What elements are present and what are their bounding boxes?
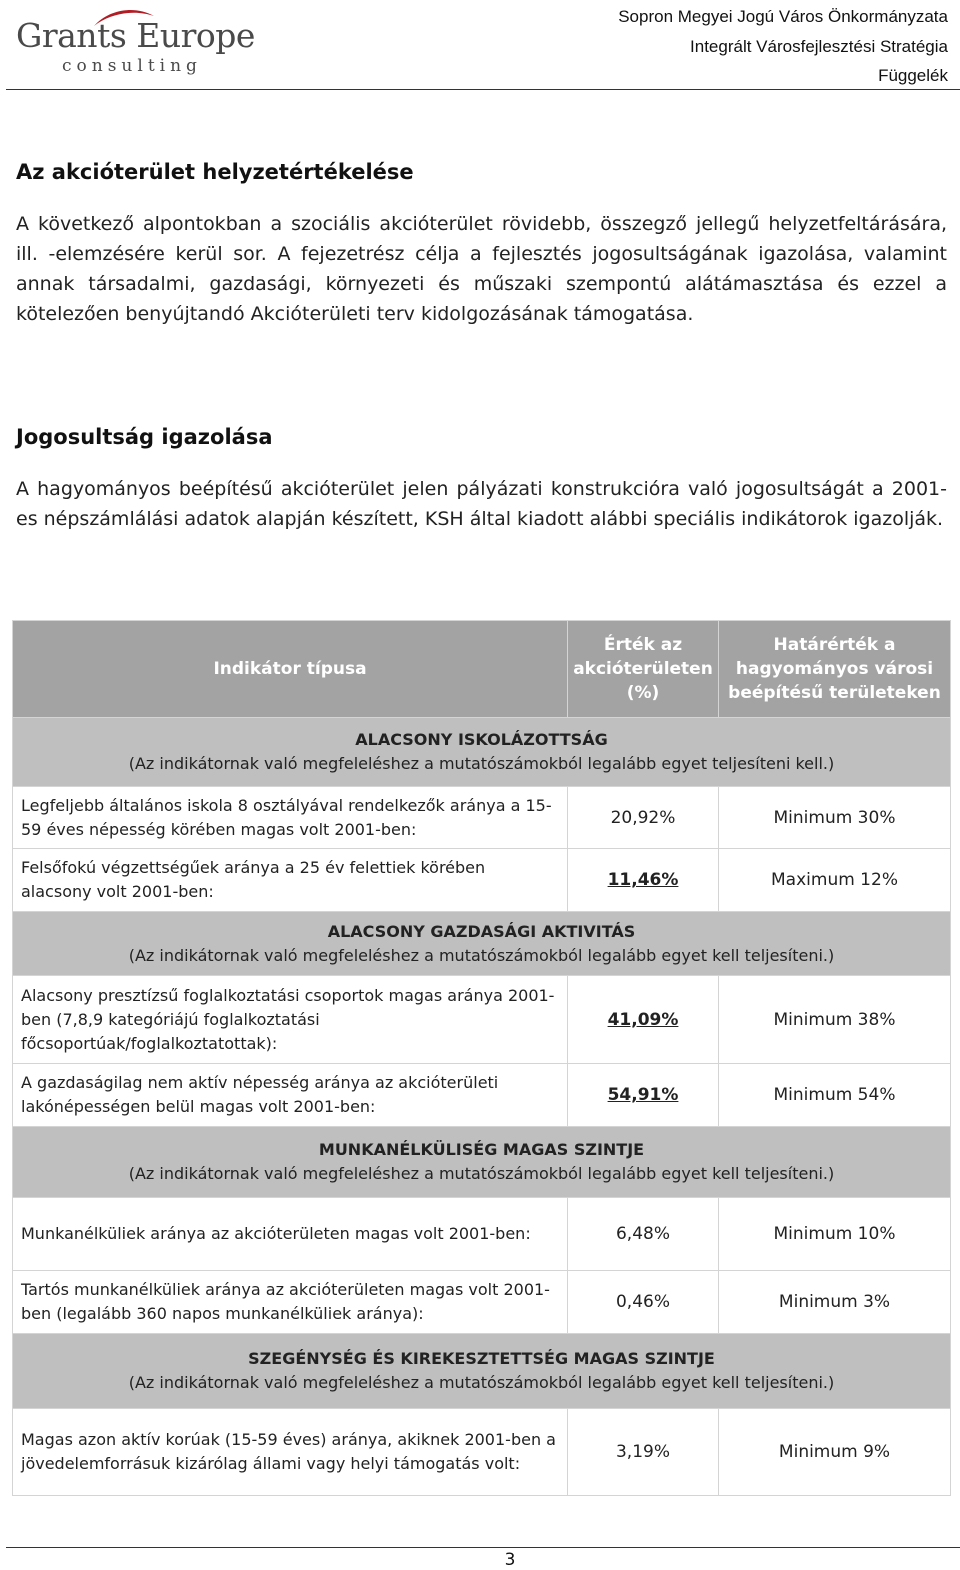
section-title: Jogosultság igazolása — [16, 425, 273, 449]
group-note: (Az indikátornak való megfeleléshez a mutatószámokból legalább egyet kell teljesíteni.) — [128, 1164, 835, 1183]
header-value: Érték az akcióterületen (%) — [568, 621, 719, 718]
page-number: 3 — [504, 1550, 516, 1570]
grants-europe-logo — [16, 6, 255, 76]
table-row — [13, 976, 951, 1064]
document-header — [618, 2, 948, 91]
indicator-value: 6,48% — [568, 1198, 719, 1271]
indicator-value: 41,09% — [568, 976, 719, 1064]
group-title: MUNKANÉLKÜLISÉG MAGAS SZINTJE — [318, 1140, 645, 1159]
indicator-label: Felsőfokú végzettségűek aránya a 25 év felettiek körében alacsony volt 2001-ben: — [13, 849, 568, 912]
section-eligibility — [16, 425, 947, 534]
group-header-row — [13, 1127, 951, 1198]
header-appendix: Függelék — [878, 66, 948, 85]
indicator-threshold: Minimum 54% — [719, 1064, 951, 1127]
logo-wordmark: Grants Europe — [16, 16, 255, 55]
indicator-label: Alacsony presztízsű foglalkoztatási csoportok magas aránya 2001-ben (7,8,9 kategóriájú foglalkoztatási főcsoportúak/foglalkoztatottak): — [13, 976, 568, 1064]
section-paragraph: A következő alpontokban a szociális akcióterület rövidebb, összegző jellegű helyzetfeltárására, ill. -elemzésére kerül sor. A fejezetrész célja a fejlesztés jogosultságának igazolása, valamint annak társadalmi, gazdasági, környezeti és műszaki szempontú alátámasztása és ezzel a kötelezően benyújtandó Akcióterületi terv kidolgozásának támogatása. — [16, 213, 947, 325]
table-row — [13, 1409, 951, 1496]
section-paragraph: A hagyományos beépítésű akcióterület jelen pályázati konstrukcióra való jogosultságát a 2001-es népszámlálási adatok alapján készített, KSH által kiadott alábbi speciális indikátorok igazolják. — [16, 478, 947, 530]
table-row — [13, 787, 951, 849]
header-divider — [6, 89, 960, 90]
indicator-threshold: Minimum 9% — [719, 1409, 951, 1496]
indicator-label: Munkanélküliek aránya az akcióterületen magas volt 2001-ben: — [13, 1198, 568, 1271]
indicator-table — [12, 620, 951, 1496]
header-strategy: Integrált Városfejlesztési Stratégia — [690, 36, 948, 56]
indicator-threshold: Minimum 30% — [719, 787, 951, 849]
table-row — [13, 1271, 951, 1334]
group-header-row — [13, 718, 951, 787]
group-note: (Az indikátornak való megfeleléshez a mutatószámokból legalább egyet kell teljesíteni.) — [128, 945, 835, 965]
logo-subtitle: consulting — [62, 56, 202, 76]
indicator-value: 20,92% — [568, 787, 719, 849]
indicator-label: Legfeljebb általános iskola 8 osztályával rendelkezők aránya a 15-59 éves népesség körében magas volt 2001-ben: — [13, 787, 568, 849]
indicator-threshold: Minimum 10% — [719, 1198, 951, 1271]
indicator-value: 54,91% — [568, 1064, 719, 1127]
indicator-value: 3,19% — [568, 1409, 719, 1496]
indicator-threshold: Minimum 3% — [719, 1271, 951, 1334]
header-municipality: Sopron Megyei Jogú Város Önkormányzata — [618, 7, 948, 26]
table-row — [13, 1064, 951, 1127]
indicator-threshold: Minimum 38% — [719, 976, 951, 1064]
group-header-row — [13, 912, 951, 976]
group-header-row — [13, 1334, 951, 1409]
indicator-value: 11,46% — [568, 849, 719, 912]
header-threshold: Határérték a hagyományos városi beépítésű területeken — [719, 621, 951, 718]
indicator-label: Tartós munkanélküliek aránya az akcióterületen magas volt 2001-ben (legalább 360 napos munkanélküliek aránya): — [13, 1271, 568, 1334]
indicator-label: A gazdaságilag nem aktív népesség aránya az akcióterületi lakónépességen belül magas volt 2001-ben: — [13, 1064, 568, 1127]
section-situation-assessment — [16, 160, 947, 329]
indicator-value: 0,46% — [568, 1271, 719, 1334]
table-row — [13, 1198, 951, 1271]
header-indicator-type: Indikátor típusa — [13, 621, 568, 718]
group-title: ALACSONY GAZDASÁGI AKTIVITÁS — [327, 921, 636, 941]
indicator-label: Magas azon aktív korúak (15-59 éves) aránya, akiknek 2001-ben a jövedelemforrásuk kizárólag állami vagy helyi támogatás volt: — [13, 1409, 568, 1496]
section-title: Az akcióterület helyzetértékelése — [16, 160, 414, 184]
group-note: (Az indikátornak való megfeleléshez a mutatószámokból legalább egyet teljesíteni kell.) — [128, 754, 835, 773]
group-title: ALACSONY ISKOLÁZOTTSÁG — [355, 730, 608, 749]
footer-divider — [6, 1547, 960, 1548]
table-header-row — [13, 621, 951, 718]
table-row — [13, 849, 951, 912]
group-title: SZEGÉNYSÉG ÉS KIREKESZTETTSÉG MAGAS SZINTJE — [248, 1349, 715, 1368]
indicator-threshold: Maximum 12% — [719, 849, 951, 912]
group-note: (Az indikátornak való megfeleléshez a mutatószámokból legalább egyet kell teljesíteni.) — [128, 1373, 835, 1392]
